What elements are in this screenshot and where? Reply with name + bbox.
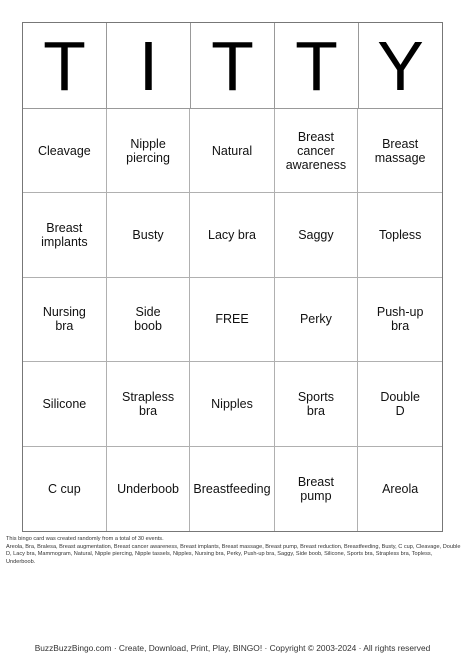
event-notes: [6, 536, 461, 567]
bingo-cell: Busty: [107, 193, 191, 277]
bingo-cell: Sports bra: [275, 362, 359, 446]
header-letter-2: I: [107, 23, 191, 109]
bingo-cell: C cup: [23, 447, 107, 531]
bingo-cell: Silicone: [23, 362, 107, 446]
bingo-cell: Breastfeeding: [190, 447, 274, 531]
bingo-cell: Areola: [382, 481, 419, 496]
site-footer: BuzzBuzzBingo.com · Create, Download, Print, Play, BINGO! · Copyright © 2003-2024 · All rights reserved: [34, 643, 431, 653]
notes-intro: This bingo card was created randomly from a total of 30 events.: [6, 536, 164, 542]
bingo-cell: Strapless bra: [107, 362, 191, 446]
bingo-cell: Push-up bra: [358, 278, 442, 362]
header-letter-3: T: [191, 23, 275, 109]
bingo-cell: Breast massage: [358, 109, 442, 193]
header-letter-5: Y: [359, 23, 442, 109]
bingo-cell: Breast pump: [275, 447, 359, 531]
header-letter-4: T: [275, 23, 359, 109]
bingo-cell: Natural: [190, 109, 274, 193]
bingo-cell: Nursing bra: [23, 278, 107, 362]
bingo-cell: Topless: [358, 193, 442, 277]
bingo-header-row: [23, 23, 442, 109]
bingo-grid: [23, 109, 442, 531]
bingo-cell: Nipples: [190, 362, 274, 446]
notes-event-list: Areola, Bra, Bralesa, Breast augmentation, Breast cancer awareness, Breast implants, Breast massage, Breast pump, Breast reduction, Breastfeeding, Busty, C cup, Cleavage, Double D, Lacy bra, Mammogram, Natural, Nipple piercing, Nipple tassels, Nipples, Nursing bra, Perky, Push-up bra, Saggy, Side boob, Silicone, Sports bra, Strapless bra, Topless, Underboob.: [6, 543, 461, 566]
bingo-cell: Perky: [275, 278, 359, 362]
bingo-cell: Breast cancer awareness: [275, 109, 359, 193]
bingo-cell: Breast implants: [23, 193, 107, 277]
bingo-free-cell: FREE: [190, 278, 274, 362]
bingo-cell: Saggy: [275, 193, 359, 277]
bingo-cell: Cleavage: [23, 109, 107, 193]
bingo-cell: Underboob: [107, 447, 191, 531]
bingo-cell: Nipple piercing: [107, 109, 191, 193]
bingo-cell: Side boob: [107, 278, 191, 362]
bingo-cell: Double D: [358, 362, 442, 446]
bingo-cell: Lacy bra: [190, 193, 274, 277]
bingo-card: [22, 22, 443, 532]
header-letter-1: T: [23, 23, 107, 109]
